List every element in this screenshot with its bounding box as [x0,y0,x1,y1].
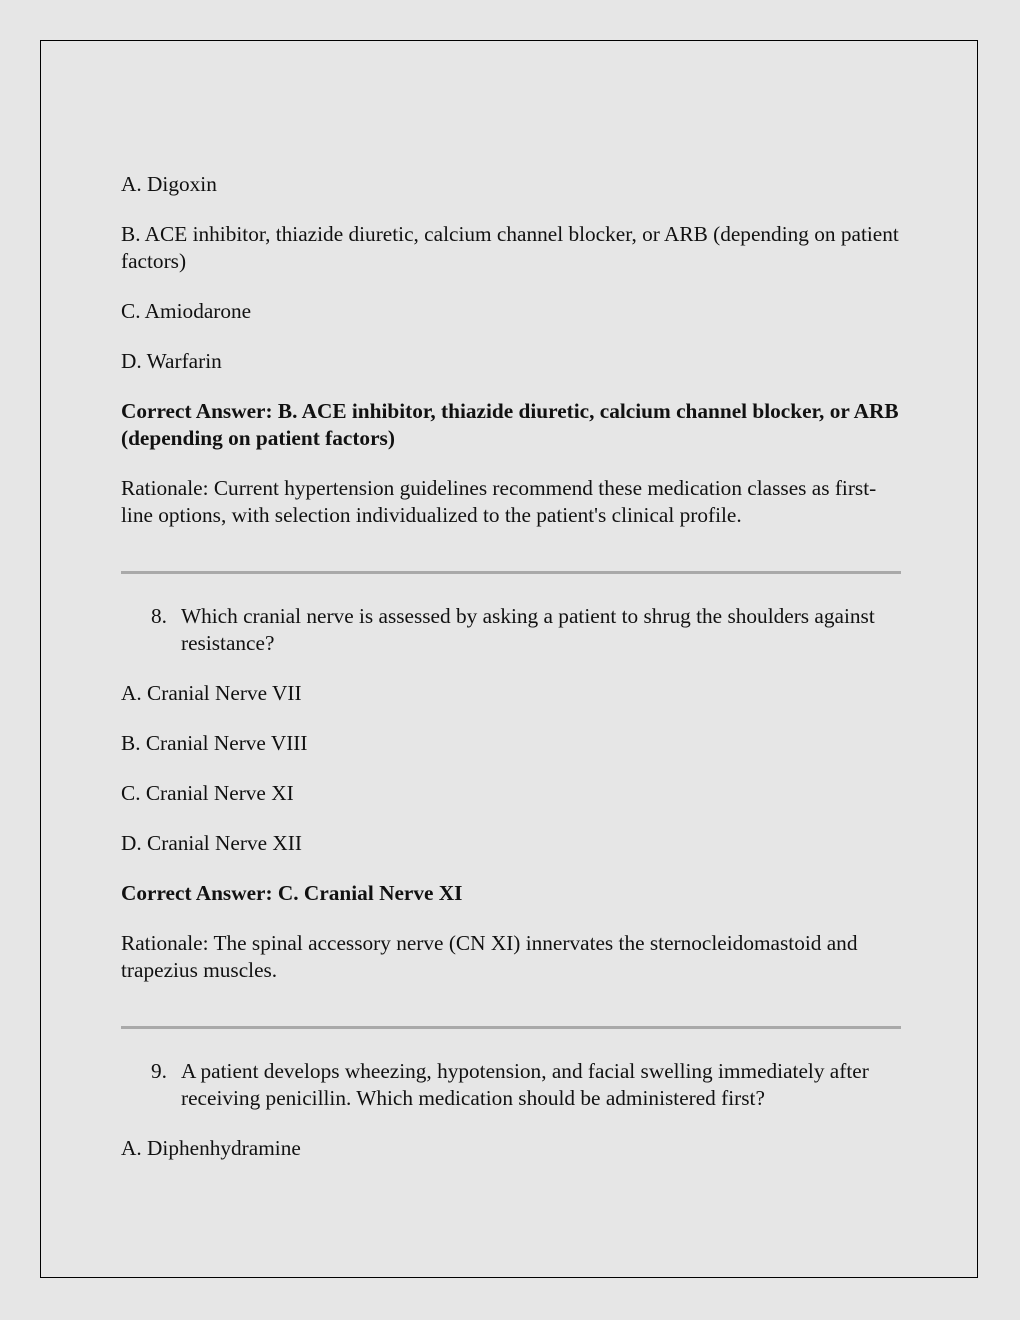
question-text: A patient develops wheezing, hypotension, and facial swelling immediately after receiving penicillin. Which medication should be administered first? [181,1059,869,1110]
option-a: A. Cranial Nerve VII [121,681,302,705]
question-text: Which cranial nerve is assessed by asking a patient to shrug the shoulders against resistance? [181,604,875,655]
option-c: C. Cranial Nerve XI [121,781,294,805]
option-b: B. Cranial Nerve VIII [121,731,308,755]
divider [121,571,901,574]
option-a: A. Diphenhydramine [121,1136,301,1160]
option-a: A. Digoxin [121,172,217,196]
question-9 [121,1058,901,1112]
correct-answer: Correct Answer: C. Cranial Nerve XI [121,881,463,905]
option-d: D. Cranial Nerve XII [121,831,302,855]
rationale: Rationale: The spinal accessory nerve (CN XI) innervates the sternocleidomastoid and trapezius muscles. [121,931,858,982]
question-8 [121,603,901,657]
document-content [121,171,901,1185]
option-b: B. ACE inhibitor, thiazide diuretic, calcium channel blocker, or ARB (depending on patient factors) [121,222,899,273]
option-c: C. Amiodarone [121,299,252,323]
rationale: Rationale: Current hypertension guidelines recommend these medication classes as first-line options, with selection individualized to the patient's clinical profile. [121,476,877,527]
option-d: D. Warfarin [121,349,222,373]
question-number: 8. [151,604,167,628]
correct-answer: Correct Answer: B. ACE inhibitor, thiazide diuretic, calcium channel blocker, or ARB (depending on patient factors) [121,399,899,450]
question-number: 9. [151,1059,167,1083]
document-page [40,40,978,1278]
divider [121,1026,901,1029]
